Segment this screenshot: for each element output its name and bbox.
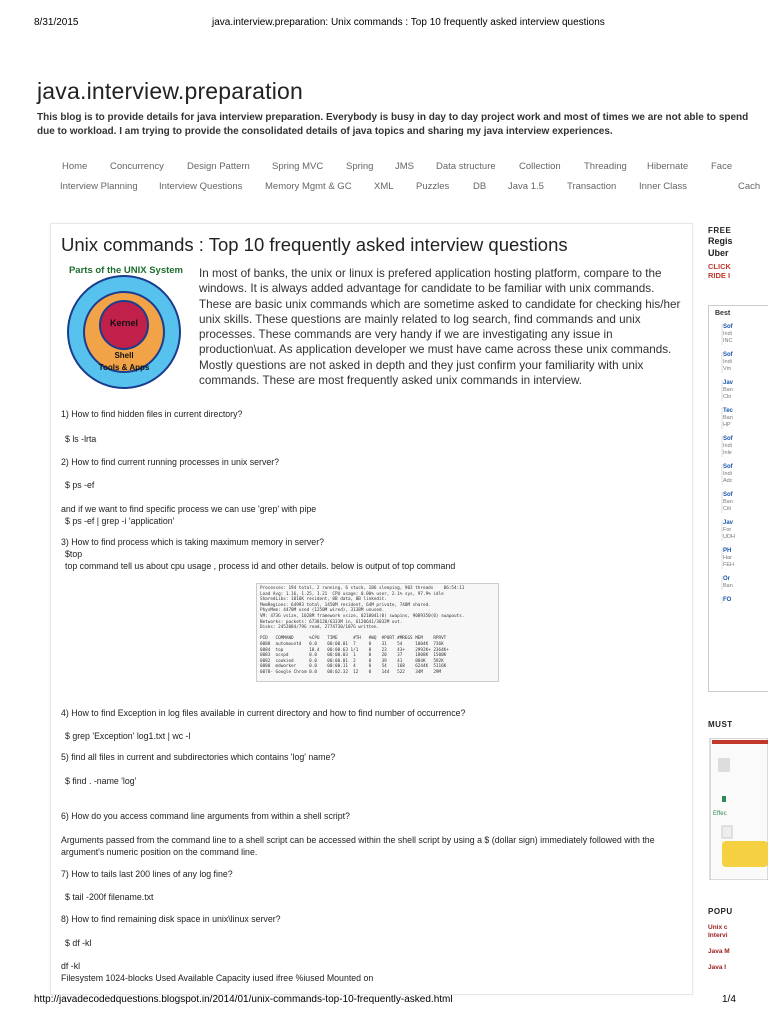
job-entry-title[interactable]: Sof <box>723 464 733 470</box>
job-entry[interactable] <box>721 324 768 345</box>
job-entry-line: Ban <box>723 499 733 505</box>
command-7: $ tail -200f filename.txt <box>65 892 154 902</box>
print-page-title: java.interview.preparation: Unix commands : Top 10 frequently asked interview questions <box>212 17 605 28</box>
sidebar-ad-banner[interactable] <box>708 738 768 880</box>
post-intro: In most of banks, the unix or linux is prefered application hosting platform, compare to the windows. It is always added advantage for candidate to be familiar with unix commands. These are basic unix commands which are sometime asked to candidate for checking his/her unix skills. These questions are mainly related to log search, find commands and unix processes. These commands are very handy if we are investigating any issue in production\uat. As application developer we must have came across these unix commands. Mostly questions are not asked in depth and they just confirm your familiarity with unix commands. These are most frequently asked unix commands in interview. <box>199 267 681 388</box>
job-entry-title[interactable]: Sof <box>723 436 733 442</box>
command-4: $ grep 'Exception' log1.txt | wc -l <box>65 731 191 741</box>
sidebar-free-red-2[interactable]: RIDE I <box>708 271 731 280</box>
job-entry-title[interactable]: Or <box>723 576 731 582</box>
nav-link[interactable]: Design Pattern <box>187 161 250 172</box>
job-entry-line: Inle <box>723 450 732 456</box>
job-entry-line: UDH <box>723 534 735 540</box>
job-entry-line: Citi <box>723 506 731 512</box>
job-entry-line: Indi <box>723 443 732 449</box>
job-entry[interactable] <box>721 520 768 541</box>
nav-link[interactable]: Memory Mgmt & GC <box>265 181 352 192</box>
tools-label: Tools & Apps <box>98 363 150 372</box>
sidebar-free-red-1[interactable]: CLICK <box>708 262 731 271</box>
nav-link[interactable]: Cach <box>738 181 761 192</box>
job-entry[interactable] <box>721 548 768 569</box>
command-2: $ ps -ef <box>65 480 95 490</box>
nav-link[interactable]: Interview Planning <box>60 181 138 192</box>
sidebar-must-heading: MUST <box>708 720 733 729</box>
nav-link[interactable]: Java 1.5 <box>508 181 544 192</box>
command-3: $top <box>65 549 83 559</box>
sidebar-popular-heading: POPU <box>708 907 733 916</box>
df-header-row: Filesystem 1024-blocks Used Available Capacity iused ifree %iused Mounted on <box>61 973 374 983</box>
job-entry-line: Har <box>723 555 732 561</box>
nav-link[interactable]: Concurrency <box>110 161 164 172</box>
command-2b: $ ps -ef | grep -i 'application' <box>65 516 175 526</box>
print-date: 8/31/2015 <box>34 17 79 28</box>
job-entry[interactable] <box>721 436 768 457</box>
sidebar-jobs-box <box>708 305 768 692</box>
popular-post-link[interactable]: Java M <box>708 948 730 955</box>
nav-link[interactable]: Home <box>62 161 88 172</box>
nav-link[interactable]: Inner Class <box>639 181 688 192</box>
sidebar-box-heading: Best <box>715 310 731 317</box>
question-5: 5) find all files in current and subdirectories which contains 'log' name? <box>61 752 336 762</box>
command-1: $ ls -lrta <box>65 434 97 444</box>
command-5: $ find . -name 'log' <box>65 776 137 786</box>
job-entry-title[interactable]: PH <box>723 548 732 554</box>
nav-link[interactable]: Transaction <box>567 181 617 192</box>
print-page-number: 1/4 <box>722 994 736 1005</box>
post-title[interactable]: Unix commands : Top 10 frequently asked interview questions <box>61 234 568 255</box>
command-8: $ df -kl <box>65 938 92 948</box>
question-4: 4) How to find Exception in log files available in current directory and how to find number of occurrence? <box>61 708 466 718</box>
job-entry-line: Indi <box>723 359 732 365</box>
question-1: 1) How to find hidden files in current directory? <box>61 409 243 419</box>
nav-link[interactable]: XML <box>374 181 394 192</box>
job-entry-line: Ban <box>723 583 733 589</box>
job-entry[interactable] <box>721 380 768 401</box>
text-8: df -kl <box>61 961 81 971</box>
nav-link[interactable]: DB <box>473 181 487 192</box>
popular-post-link[interactable]: Intervi <box>708 932 728 939</box>
top-command-output <box>256 583 499 682</box>
nav-link[interactable]: Threading <box>584 161 627 172</box>
question-3: 3) How to find process which is taking maximum memory in server? <box>61 537 325 547</box>
job-entry-title[interactable]: Sof <box>723 492 733 498</box>
job-entry-title[interactable]: Sof <box>723 324 733 330</box>
blog-title[interactable]: java.interview.preparation <box>37 78 304 104</box>
nav-link[interactable]: Face <box>711 161 733 172</box>
question-8: 8) How to find remaining disk space in unix\linux server? <box>61 914 281 924</box>
job-entry-line: Vm <box>723 366 732 372</box>
job-entry-line: Clo <box>723 394 732 400</box>
job-entry-line: FEH <box>723 562 734 568</box>
nav-link[interactable]: Hibernate <box>647 161 689 172</box>
blog-description-line-2: due to workload. I am trying to provide the consolidated details of java topics and sharing my java interview experiences. <box>37 126 613 137</box>
sidebar-free-line-2[interactable]: Uber <box>708 248 729 258</box>
unix-figure-caption: Parts of the UNIX System <box>68 265 184 276</box>
job-entry-line: Ban <box>723 387 733 393</box>
job-entry-line: For <box>723 527 732 533</box>
shell-label: Shell <box>114 351 134 360</box>
job-entry-line: INC <box>723 338 733 344</box>
popular-post-link[interactable]: Java I <box>708 964 727 971</box>
nav-row-2 <box>0 181 768 195</box>
sidebar-free-widget <box>708 226 768 280</box>
job-entry-title[interactable]: Jav <box>723 380 734 386</box>
unix-system-diagram <box>59 263 193 391</box>
nav-row-1 <box>0 161 768 175</box>
sidebar-free-heading: FREE <box>708 226 732 235</box>
job-entry-line: Indi <box>723 471 732 477</box>
nav-link[interactable]: Data structure <box>436 161 496 172</box>
paragraph-6: Arguments passed from the command line to a shell script can be accessed within the shell script by using a $ (dollar sign) immediately followed with the argument's numeric position on the command line. <box>61 835 655 857</box>
nav-link[interactable]: Collection <box>519 161 561 172</box>
job-entry-line: Indi <box>723 331 732 337</box>
nav-link[interactable]: Spring <box>346 161 374 172</box>
blog-description <box>37 111 768 139</box>
nav-link[interactable]: Puzzles <box>416 181 450 192</box>
job-entry[interactable] <box>721 576 768 590</box>
kernel-label: Kernel <box>109 318 139 328</box>
job-entry-line: Adc <box>723 478 733 484</box>
job-entry[interactable] <box>721 464 768 485</box>
job-entry[interactable] <box>721 408 768 429</box>
job-entry-title[interactable]: FO <box>723 597 732 603</box>
job-entry[interactable] <box>721 352 768 373</box>
top-output-text: Processes: 194 total, 2 running, 6 stuck, 186 sleeping, 903 threads 06:54:11 Load Avg: 1.16, 1.25, 1.21 CPU usage: 0.00% user, 2.1% sys, 97.9% idle SharedLibs: 1016K resident, 0B data, 0B linkedit. MemRegions: 64993 total, 1450M resident, 64M private, 740M shared. PhysMem: 4470M used (1250M wired), 3138M unused. VM: 473G vsize, 1028M framework vsize, 0210041(0) swapins, 9089350(0) swapouts. Networks: packets: 6738120/6333M in, 6120641/3032M out. Disks: 2452084/79G read, 2774730/107G written. PID COMMAND %CPU TIME #TH #WQ #PORT #MREGS MEM RPRVT 0088 automountd 0.0 00:00.01 7 0 31 54 1004K 736K 0084 top 10.4 00:00.63 1/1 0 23 43+ 2992K+ 2364K+ 0083 ocspd 0.0 00:00.03 1 0 20 37 1808K 1500K 0082 cookied 0.0 00:00.01 2 0 39 41 884K 592K 0080 mdworker 0.0 00:00.11 4 0 54 168 6244K 5116K 0078- Google Chrom 0.0 00:02.32 12 0 144 522 34M 29M <box>260 586 465 675</box>
blog-description-line-1: This blog is to provide details for java interview preparation. Everybody is busy in day to day project work and most of times we are not able to spend <box>37 112 749 123</box>
question-6: 6) How do you access command line arguments from within a shell script? <box>61 811 350 821</box>
text-2: and if we want to find specific process we can use 'grep' with pipe <box>61 504 317 514</box>
sidebar-free-line-1[interactable]: Regis <box>708 236 733 246</box>
job-entry-title[interactable]: Sof <box>723 352 733 358</box>
job-entry-line: Ban <box>723 415 733 421</box>
sidebar-must-widget <box>708 720 768 729</box>
question-7: 7) How to tails last 200 lines of any log fine? <box>61 869 233 879</box>
nav-link[interactable]: Spring MVC <box>272 161 324 172</box>
nav-link[interactable]: Interview Questions <box>159 181 243 192</box>
job-entry-title[interactable]: Tec <box>723 408 733 414</box>
ad-text: Effec <box>713 811 727 817</box>
text-3: top command tell us about cpu usage , process id and other details. below is output of top command <box>65 561 456 571</box>
job-entry[interactable] <box>721 597 768 604</box>
question-2: 2) How to find current running processes in unix server? <box>61 457 280 467</box>
sidebar-popular-widget <box>708 907 768 972</box>
nav-link[interactable]: JMS <box>395 161 414 172</box>
print-url[interactable]: http://javadecodedquestions.blogspot.in/2014/01/unix-commands-top-10-frequently-asked.html <box>34 994 453 1005</box>
job-entry-title[interactable]: Jav <box>723 520 734 526</box>
popular-post-link[interactable]: Unix c <box>708 924 728 931</box>
job-entry[interactable] <box>721 492 768 513</box>
job-entry-line: HP <box>723 422 731 428</box>
